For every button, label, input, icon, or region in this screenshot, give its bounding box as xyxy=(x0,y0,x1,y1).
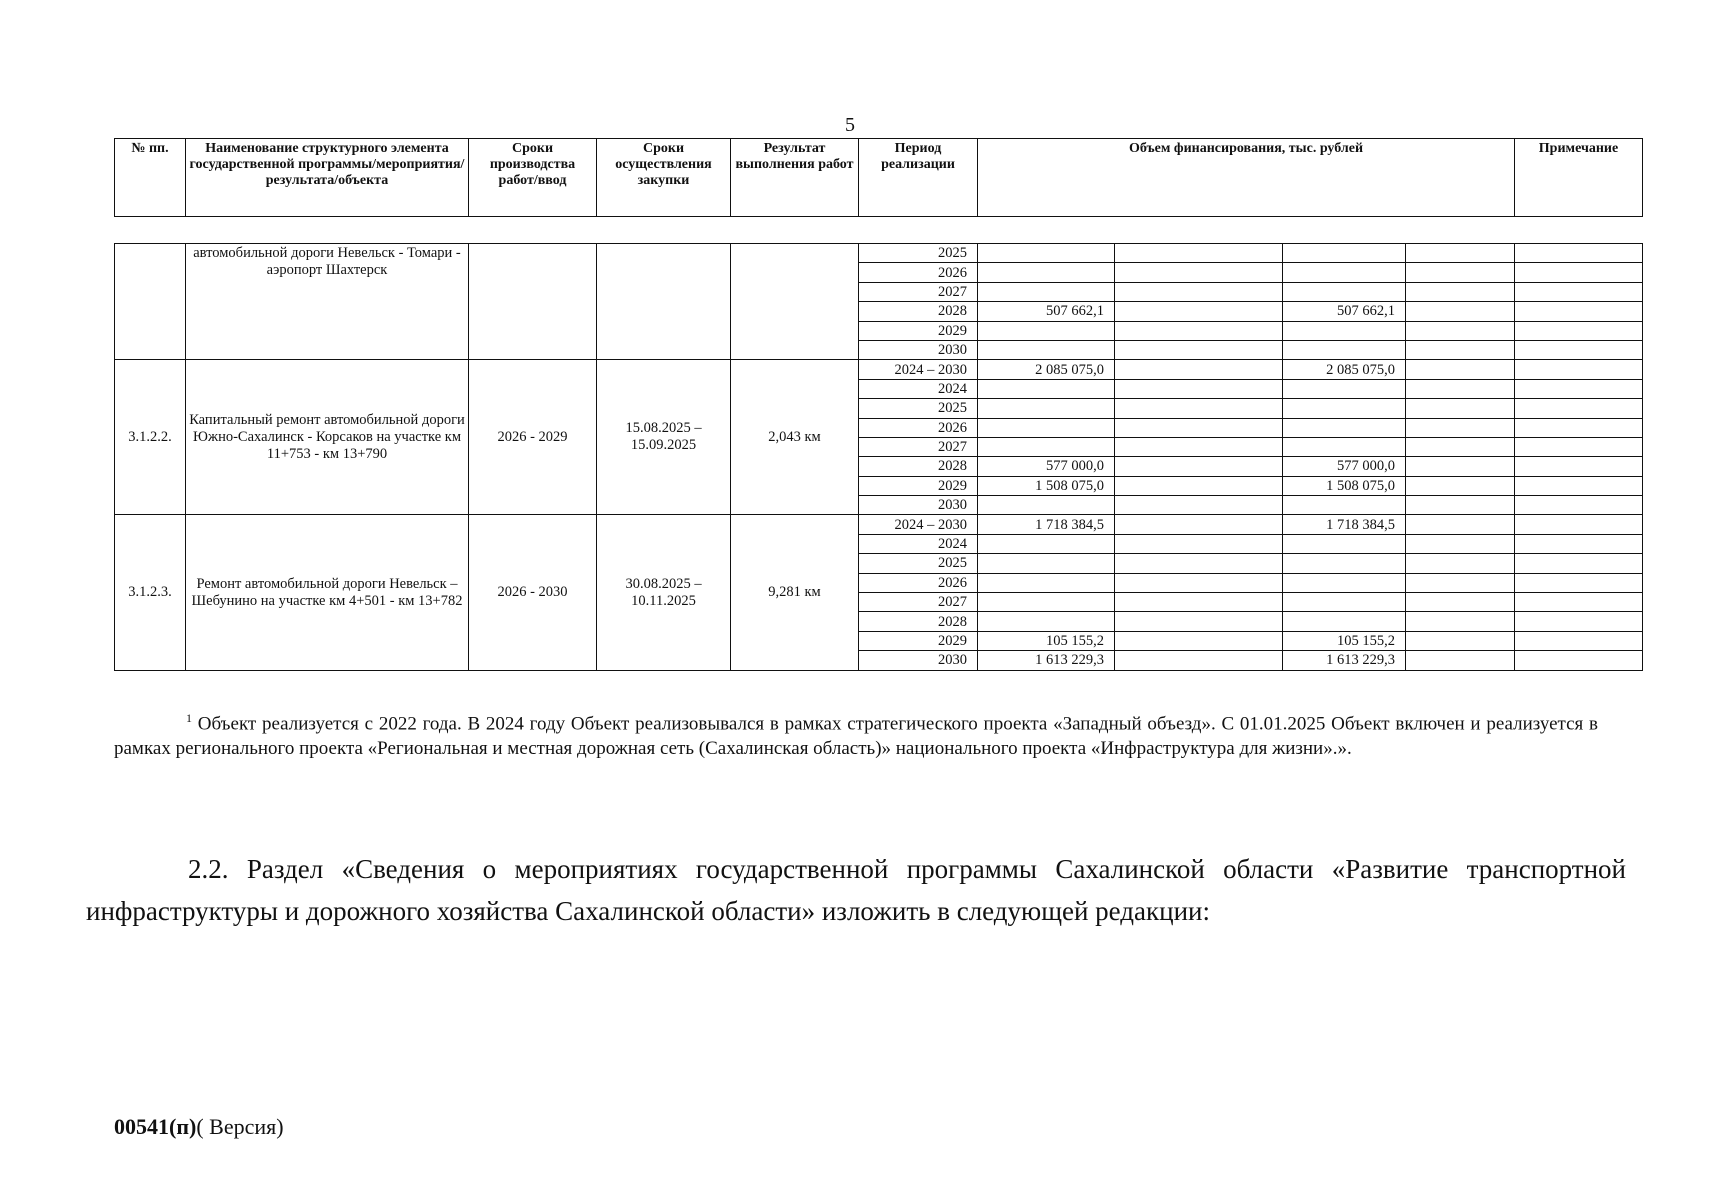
note-cell xyxy=(1515,263,1643,282)
total-cell: 507 662,1 xyxy=(978,302,1115,321)
period-cell: 2026 xyxy=(859,573,978,592)
financing-cell xyxy=(1115,573,1283,592)
financing-cell xyxy=(1115,263,1283,282)
header-prod-terms: Сроки производства работ/ввод xyxy=(469,139,597,217)
period-cell: 2025 xyxy=(859,554,978,573)
total-cell: 577 000,0 xyxy=(978,457,1115,476)
regional-cell xyxy=(1283,379,1406,398)
financing-cell xyxy=(1115,321,1283,340)
note-cell xyxy=(1515,476,1643,495)
table-header xyxy=(114,138,1643,217)
financing-cell xyxy=(1115,496,1283,515)
period-cell: 2029 xyxy=(859,631,978,650)
regional-cell xyxy=(1283,418,1406,437)
financing-cell xyxy=(1406,399,1515,418)
section-paragraph: 2.2. Раздел «Сведения о мероприятиях государственной программы Сахалинской области «Развитие транспортной инфраструктуры и дорожного хозяйства Сахалинской области» изложить в следующей редакции: xyxy=(86,854,1626,926)
regional-cell xyxy=(1283,244,1406,263)
total-cell xyxy=(978,437,1115,456)
note-cell xyxy=(1515,554,1643,573)
row-prod-terms: 2026 - 2029 xyxy=(469,360,597,515)
financing-cell xyxy=(1406,534,1515,553)
total-cell xyxy=(978,321,1115,340)
note-cell xyxy=(1515,302,1643,321)
header-result: Результат выполнения работ xyxy=(731,139,859,217)
financing-cell xyxy=(1115,418,1283,437)
regional-cell: 1 718 384,5 xyxy=(1283,515,1406,534)
financing-cell xyxy=(1406,457,1515,476)
note-cell xyxy=(1515,437,1643,456)
header-purchase-terms: Сроки осуществления закупки xyxy=(597,139,731,217)
note-cell xyxy=(1515,593,1643,612)
regional-cell xyxy=(1283,496,1406,515)
total-cell: 1 718 384,5 xyxy=(978,515,1115,534)
header-note: Примечание xyxy=(1515,139,1643,217)
row-result xyxy=(731,244,859,360)
footnote xyxy=(114,706,1598,761)
period-cell: 2024 xyxy=(859,534,978,553)
financing-cell xyxy=(1406,244,1515,263)
financing-cell xyxy=(1406,631,1515,650)
row-result: 9,281 км xyxy=(731,515,859,670)
regional-cell xyxy=(1283,321,1406,340)
table-row xyxy=(115,360,1643,379)
row-number: 3.1.2.2. xyxy=(115,360,186,515)
footnote-text: Объект реализуется с 2022 года. В 2024 году Объект реализовывался в рамках стратегического проекта «Западный объезд». С 01.01.2025 Объект включен и реализуется в рамках регионального проекта «Региональная и местная дорожная сеть (Сахалинская область)» национального проекта «Инфраструктура для жизни».». xyxy=(114,713,1599,760)
period-cell: 2030 xyxy=(859,340,978,359)
row-number xyxy=(115,244,186,360)
regional-cell: 1 613 229,3 xyxy=(1283,651,1406,670)
note-cell xyxy=(1515,496,1643,515)
document-code-bold: 00541(п) xyxy=(114,1114,197,1139)
regional-cell xyxy=(1283,340,1406,359)
financing-cell xyxy=(1406,418,1515,437)
row-purchase-terms: 30.08.2025 – 10.11.2025 xyxy=(597,515,731,670)
row-number: 3.1.2.3. xyxy=(115,515,186,670)
financing-cell xyxy=(1406,437,1515,456)
note-cell xyxy=(1515,340,1643,359)
period-cell: 2028 xyxy=(859,302,978,321)
note-cell xyxy=(1515,612,1643,631)
regional-cell: 105 155,2 xyxy=(1283,631,1406,650)
note-cell xyxy=(1515,457,1643,476)
period-cell: 2029 xyxy=(859,321,978,340)
total-cell: 1 508 075,0 xyxy=(978,476,1115,495)
financing-cell xyxy=(1115,437,1283,456)
financing-cell xyxy=(1406,340,1515,359)
period-cell: 2024 xyxy=(859,379,978,398)
total-cell xyxy=(978,399,1115,418)
total-cell xyxy=(978,554,1115,573)
financing-cell xyxy=(1115,302,1283,321)
period-cell: 2026 xyxy=(859,418,978,437)
regional-cell: 577 000,0 xyxy=(1283,457,1406,476)
regional-cell xyxy=(1283,437,1406,456)
note-cell xyxy=(1515,244,1643,263)
financing-cell xyxy=(1115,399,1283,418)
document-code-version: ( Версия) xyxy=(196,1114,284,1139)
financing-cell xyxy=(1406,360,1515,379)
regional-cell xyxy=(1283,282,1406,301)
period-cell: 2025 xyxy=(859,399,978,418)
total-cell xyxy=(978,612,1115,631)
total-cell xyxy=(978,573,1115,592)
regional-cell xyxy=(1283,593,1406,612)
document-code xyxy=(114,1114,284,1140)
financing-cell xyxy=(1406,612,1515,631)
note-cell xyxy=(1515,651,1643,670)
regional-cell xyxy=(1283,554,1406,573)
financing-cell xyxy=(1406,496,1515,515)
header-no: № пп. xyxy=(115,139,186,217)
regional-cell xyxy=(1283,534,1406,553)
financing-cell xyxy=(1406,515,1515,534)
note-cell xyxy=(1515,418,1643,437)
row-name: Ремонт автомобильной дороги Невельск – Шебунино на участке км 4+501 - км 13+782 xyxy=(186,515,469,670)
financing-cell xyxy=(1115,534,1283,553)
total-cell: 2 085 075,0 xyxy=(978,360,1115,379)
period-cell: 2030 xyxy=(859,651,978,670)
financing-cell xyxy=(1406,302,1515,321)
note-cell xyxy=(1515,321,1643,340)
financing-cell xyxy=(1406,263,1515,282)
note-cell xyxy=(1515,631,1643,650)
table-row xyxy=(115,244,1643,263)
financing-cell xyxy=(1115,651,1283,670)
row-prod-terms: 2026 - 2030 xyxy=(469,515,597,670)
note-cell xyxy=(1515,360,1643,379)
header-period: Период реализации xyxy=(859,139,978,217)
period-cell: 2027 xyxy=(859,282,978,301)
period-cell: 2030 xyxy=(859,496,978,515)
total-cell xyxy=(978,418,1115,437)
total-cell xyxy=(978,282,1115,301)
financing-cell xyxy=(1115,457,1283,476)
total-cell xyxy=(978,496,1115,515)
financing-cell xyxy=(1115,244,1283,263)
period-cell: 2029 xyxy=(859,476,978,495)
financing-cell xyxy=(1406,321,1515,340)
row-purchase-terms: 15.08.2025 – 15.09.2025 xyxy=(597,360,731,515)
note-cell xyxy=(1515,379,1643,398)
financing-table xyxy=(114,243,1643,671)
row-purchase-terms xyxy=(597,244,731,360)
period-cell: 2024 – 2030 xyxy=(859,360,978,379)
financing-cell xyxy=(1115,631,1283,650)
total-cell xyxy=(978,593,1115,612)
financing-cell xyxy=(1115,612,1283,631)
note-cell xyxy=(1515,282,1643,301)
period-cell: 2027 xyxy=(859,437,978,456)
row-result: 2,043 км xyxy=(731,360,859,515)
total-cell xyxy=(978,263,1115,282)
header-financing: Объем финансирования, тыс. рублей xyxy=(978,139,1515,217)
total-cell xyxy=(978,534,1115,553)
financing-cell xyxy=(1115,379,1283,398)
regional-cell xyxy=(1283,399,1406,418)
regional-cell: 1 508 075,0 xyxy=(1283,476,1406,495)
period-cell: 2024 – 2030 xyxy=(859,515,978,534)
financing-cell xyxy=(1406,573,1515,592)
header-name: Наименование структурного элемента государственной программы/мероприятия/ результата/объекта xyxy=(186,139,469,217)
regional-cell xyxy=(1283,612,1406,631)
financing-cell xyxy=(1115,515,1283,534)
row-name: автомобильной дороги Невельск - Томари - аэропорт Шахтерск xyxy=(186,244,469,360)
total-cell: 1 613 229,3 xyxy=(978,651,1115,670)
regional-cell xyxy=(1283,263,1406,282)
note-cell xyxy=(1515,573,1643,592)
financing-cell xyxy=(1406,593,1515,612)
regional-cell: 507 662,1 xyxy=(1283,302,1406,321)
financing-cell xyxy=(1115,554,1283,573)
period-cell: 2028 xyxy=(859,457,978,476)
financing-cell xyxy=(1406,282,1515,301)
note-cell xyxy=(1515,515,1643,534)
period-cell: 2025 xyxy=(859,244,978,263)
period-cell: 2028 xyxy=(859,612,978,631)
total-cell: 105 155,2 xyxy=(978,631,1115,650)
financing-cell xyxy=(1115,476,1283,495)
table-body xyxy=(115,244,1643,671)
footnote-marker: 1 xyxy=(186,711,192,725)
total-cell xyxy=(978,340,1115,359)
page-number: 5 xyxy=(845,114,855,136)
total-cell xyxy=(978,244,1115,263)
period-cell: 2026 xyxy=(859,263,978,282)
note-cell xyxy=(1515,534,1643,553)
regional-cell: 2 085 075,0 xyxy=(1283,360,1406,379)
note-cell xyxy=(1515,399,1643,418)
financing-cell xyxy=(1115,340,1283,359)
financing-cell xyxy=(1406,379,1515,398)
row-prod-terms xyxy=(469,244,597,360)
table-row xyxy=(115,515,1643,534)
financing-cell xyxy=(1406,554,1515,573)
financing-cell xyxy=(1115,360,1283,379)
financing-cell xyxy=(1406,476,1515,495)
financing-cell xyxy=(1115,593,1283,612)
financing-cell xyxy=(1406,651,1515,670)
period-cell: 2027 xyxy=(859,593,978,612)
financing-cell xyxy=(1115,282,1283,301)
total-cell xyxy=(978,379,1115,398)
row-name: Капитальный ремонт автомобильной дороги Южно-Сахалинск - Корсаков на участке км 11+753 - км 13+790 xyxy=(186,360,469,515)
regional-cell xyxy=(1283,573,1406,592)
